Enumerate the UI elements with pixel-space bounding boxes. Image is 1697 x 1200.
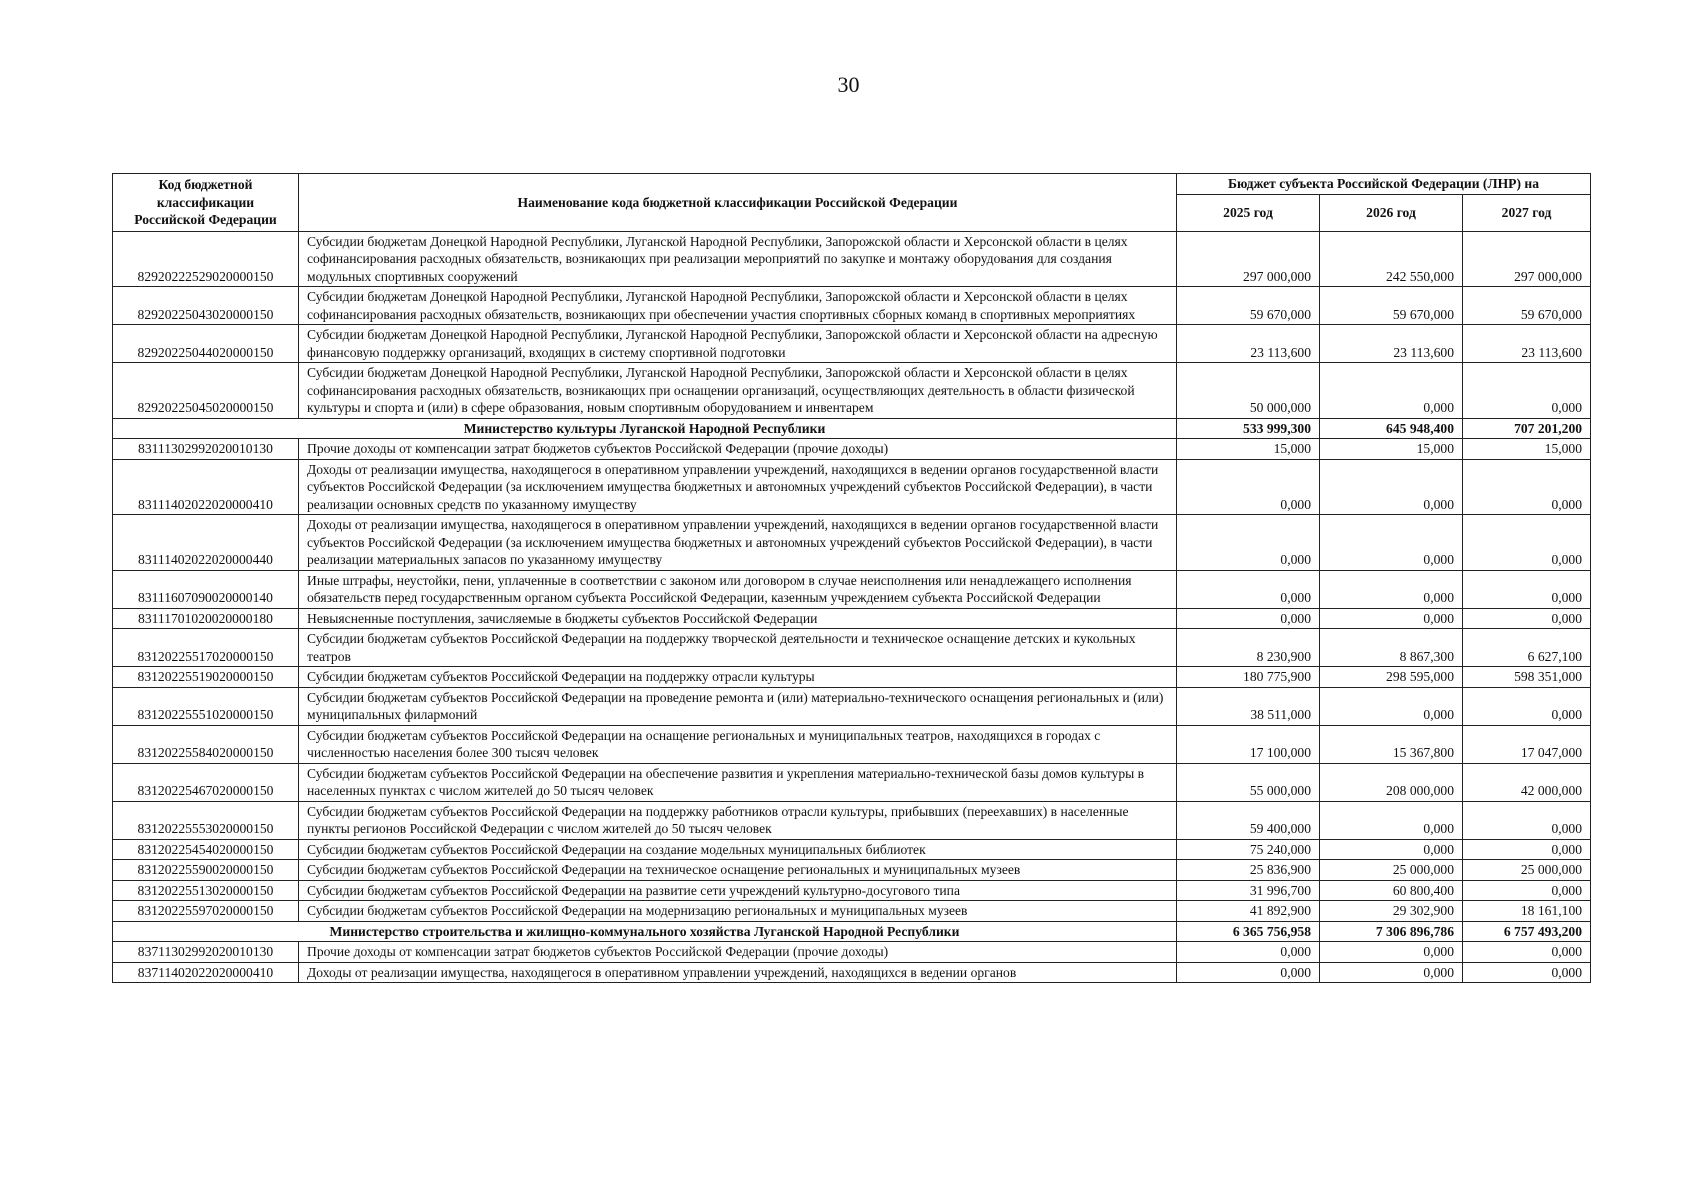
value-2027-cell: 0,000 xyxy=(1463,687,1591,725)
table-row xyxy=(113,901,1591,922)
code-name-cell: Субсидии бюджетам Донецкой Народной Республики, Луганской Народной Республики, Запорожской области и Херсонской области в целях софинансирования расходных обязательств, возникающих при оснащении организаций, осуществляющих деятельность в области физической культуры и спорта и (или) в сфере образования, новым спортивным оборудованием и инвентарем xyxy=(299,363,1177,419)
value-2027-cell: 6 627,100 xyxy=(1463,629,1591,667)
table-row xyxy=(113,763,1591,801)
value-2025-cell: 55 000,000 xyxy=(1177,763,1320,801)
table-row xyxy=(113,687,1591,725)
value-2025-cell: 6 365 756,958 xyxy=(1177,921,1320,942)
value-2025-cell: 50 000,000 xyxy=(1177,363,1320,419)
header-name: Наименование кода бюджетной классификации Российской Федерации xyxy=(299,174,1177,232)
value-2026-cell: 15 367,800 xyxy=(1320,725,1463,763)
table-row xyxy=(113,880,1591,901)
header-year-2025: 2025 год xyxy=(1177,194,1320,231)
budget-code-cell: 83111701020020000180 xyxy=(113,608,299,629)
value-2026-cell: 242 550,000 xyxy=(1320,231,1463,287)
budget-code-cell: 83120225513020000150 xyxy=(113,880,299,901)
value-2026-cell: 298 595,000 xyxy=(1320,667,1463,688)
ministry-name: Министерство строительства и жилищно-коммунального хозяйства Луганской Народной Республики xyxy=(113,921,1177,942)
code-name-cell: Прочие доходы от компенсации затрат бюджетов субъектов Российской Федерации (прочие доходы) xyxy=(299,439,1177,460)
value-2027-cell: 0,000 xyxy=(1463,880,1591,901)
table-row xyxy=(113,725,1591,763)
table-row xyxy=(113,962,1591,983)
budget-code-cell: 82920222529020000150 xyxy=(113,231,299,287)
table-row xyxy=(113,801,1591,839)
value-2025-cell: 180 775,900 xyxy=(1177,667,1320,688)
value-2027-cell: 0,000 xyxy=(1463,363,1591,419)
value-2027-cell: 0,000 xyxy=(1463,608,1591,629)
table-row xyxy=(113,231,1591,287)
value-2027-cell: 18 161,100 xyxy=(1463,901,1591,922)
code-name-cell: Субсидии бюджетам субъектов Российской Федерации на обеспечение развития и укрепления материально-технической базы домов культуры в населенных пунктах с числом жителей до 50 тысяч человек xyxy=(299,763,1177,801)
value-2026-cell: 59 670,000 xyxy=(1320,287,1463,325)
value-2026-cell: 0,000 xyxy=(1320,363,1463,419)
code-name-cell: Доходы от реализации имущества, находящегося в оперативном управлении учреждений, находящихся в ведении органов xyxy=(299,962,1177,983)
value-2025-cell: 59 400,000 xyxy=(1177,801,1320,839)
value-2026-cell: 29 302,900 xyxy=(1320,901,1463,922)
value-2026-cell: 60 800,400 xyxy=(1320,880,1463,901)
value-2026-cell: 0,000 xyxy=(1320,608,1463,629)
value-2027-cell: 297 000,000 xyxy=(1463,231,1591,287)
value-2027-cell: 0,000 xyxy=(1463,942,1591,963)
code-name-cell: Прочие доходы от компенсации затрат бюджетов субъектов Российской Федерации (прочие доходы) xyxy=(299,942,1177,963)
budget-code-cell: 82920225044020000150 xyxy=(113,325,299,363)
table-row xyxy=(113,667,1591,688)
value-2025-cell: 0,000 xyxy=(1177,459,1320,515)
table-row xyxy=(113,608,1591,629)
code-name-cell: Субсидии бюджетам Донецкой Народной Республики, Луганской Народной Республики, Запорожской области и Херсонской области в целях софинансирования расходных обязательств, возникающих при реализации мероприятий по закупке и монтажу оборудования для создания модульных спортивных сооружений xyxy=(299,231,1177,287)
budget-code-cell: 83120225584020000150 xyxy=(113,725,299,763)
table-row xyxy=(113,459,1591,515)
table-row xyxy=(113,325,1591,363)
value-2027-cell: 0,000 xyxy=(1463,962,1591,983)
value-2027-cell: 17 047,000 xyxy=(1463,725,1591,763)
code-name-cell: Доходы от реализации имущества, находящегося в оперативном управлении учреждений, находящихся в ведении органов государственной власти субъектов Российской Федерации (за исключением имущества бюджетных и автономных учреждений субъектов Российской Федерации), в части реализации основных средств по указанному имуществу xyxy=(299,459,1177,515)
code-name-cell: Доходы от реализации имущества, находящегося в оперативном управлении учреждений, находящихся в ведении органов государственной власти субъектов Российской Федерации (за исключением имущества бюджетных и автономных учреждений субъектов Российской Федерации), в части реализации материальных запасов по указанному имуществу xyxy=(299,515,1177,571)
budget-code-cell: 83120225519020000150 xyxy=(113,667,299,688)
table-row xyxy=(113,287,1591,325)
value-2027-cell: 707 201,200 xyxy=(1463,418,1591,439)
table-row xyxy=(113,515,1591,571)
budget-code-cell: 83111402022020000410 xyxy=(113,459,299,515)
header-year-2027: 2027 год xyxy=(1463,194,1591,231)
value-2027-cell: 42 000,000 xyxy=(1463,763,1591,801)
budget-code-cell: 83711402022020000410 xyxy=(113,962,299,983)
value-2025-cell: 0,000 xyxy=(1177,570,1320,608)
value-2026-cell: 23 113,600 xyxy=(1320,325,1463,363)
budget-code-cell: 83111402022020000440 xyxy=(113,515,299,571)
table-row xyxy=(113,942,1591,963)
value-2026-cell: 25 000,000 xyxy=(1320,860,1463,881)
value-2027-cell: 23 113,600 xyxy=(1463,325,1591,363)
value-2026-cell: 0,000 xyxy=(1320,962,1463,983)
budget-code-cell: 82920225043020000150 xyxy=(113,287,299,325)
value-2027-cell: 6 757 493,200 xyxy=(1463,921,1591,942)
table-row xyxy=(113,570,1591,608)
header-year-2026: 2026 год xyxy=(1320,194,1463,231)
value-2025-cell: 25 836,900 xyxy=(1177,860,1320,881)
value-2026-cell: 8 867,300 xyxy=(1320,629,1463,667)
value-2026-cell: 0,000 xyxy=(1320,839,1463,860)
table-body xyxy=(113,231,1591,983)
value-2025-cell: 17 100,000 xyxy=(1177,725,1320,763)
value-2027-cell: 15,000 xyxy=(1463,439,1591,460)
code-name-cell: Субсидии бюджетам субъектов Российской Федерации на модернизацию региональных и муниципальных музеев xyxy=(299,901,1177,922)
value-2025-cell: 59 670,000 xyxy=(1177,287,1320,325)
budget-code-cell: 83120225454020000150 xyxy=(113,839,299,860)
budget-code-cell: 83111607090020000140 xyxy=(113,570,299,608)
value-2025-cell: 15,000 xyxy=(1177,439,1320,460)
code-name-cell: Субсидии бюджетам субъектов Российской Федерации на оснащение региональных и муниципальных театров, находящихся в городах с численностью населения более 300 тысяч человек xyxy=(299,725,1177,763)
code-name-cell: Субсидии бюджетам субъектов Российской Федерации на развитие сети учреждений культурно-досугового типа xyxy=(299,880,1177,901)
value-2025-cell: 38 511,000 xyxy=(1177,687,1320,725)
ministry-row xyxy=(113,921,1591,942)
table-row xyxy=(113,629,1591,667)
value-2025-cell: 0,000 xyxy=(1177,608,1320,629)
code-name-cell: Субсидии бюджетам субъектов Российской Федерации на техническое оснащение региональных и муниципальных музеев xyxy=(299,860,1177,881)
value-2026-cell: 0,000 xyxy=(1320,687,1463,725)
code-name-cell: Субсидии бюджетам субъектов Российской Федерации на проведение ремонта и (или) материально-технического оснащения региональных и (или) муниципальных филармоний xyxy=(299,687,1177,725)
value-2025-cell: 533 999,300 xyxy=(1177,418,1320,439)
ministry-name: Министерство культуры Луганской Народной Республики xyxy=(113,418,1177,439)
table-row xyxy=(113,860,1591,881)
value-2025-cell: 0,000 xyxy=(1177,515,1320,571)
budget-code-cell: 83120225517020000150 xyxy=(113,629,299,667)
value-2025-cell: 41 892,900 xyxy=(1177,901,1320,922)
value-2026-cell: 645 948,400 xyxy=(1320,418,1463,439)
value-2026-cell: 7 306 896,786 xyxy=(1320,921,1463,942)
code-name-cell: Субсидии бюджетам субъектов Российской Федерации на поддержку отрасли культуры xyxy=(299,667,1177,688)
budget-code-cell: 83120225553020000150 xyxy=(113,801,299,839)
value-2027-cell: 598 351,000 xyxy=(1463,667,1591,688)
value-2026-cell: 0,000 xyxy=(1320,942,1463,963)
code-name-cell: Субсидии бюджетам Донецкой Народной Республики, Луганской Народной Республики, Запорожской области и Херсонской области на адресную финансовую поддержку организаций, входящих в систему спортивной подготовки xyxy=(299,325,1177,363)
value-2027-cell: 25 000,000 xyxy=(1463,860,1591,881)
value-2025-cell: 31 996,700 xyxy=(1177,880,1320,901)
budget-code-cell: 83120225590020000150 xyxy=(113,860,299,881)
budget-table xyxy=(112,173,1591,983)
ministry-row xyxy=(113,418,1591,439)
table-row xyxy=(113,363,1591,419)
table-row xyxy=(113,839,1591,860)
value-2026-cell: 15,000 xyxy=(1320,439,1463,460)
value-2027-cell: 0,000 xyxy=(1463,515,1591,571)
value-2026-cell: 0,000 xyxy=(1320,515,1463,571)
value-2025-cell: 297 000,000 xyxy=(1177,231,1320,287)
page-number: 30 xyxy=(837,72,860,97)
value-2025-cell: 0,000 xyxy=(1177,962,1320,983)
value-2026-cell: 0,000 xyxy=(1320,570,1463,608)
code-name-cell: Субсидии бюджетам субъектов Российской Федерации на создание модельных муниципальных библиотек xyxy=(299,839,1177,860)
value-2025-cell: 23 113,600 xyxy=(1177,325,1320,363)
budget-code-cell: 83711302992020010130 xyxy=(113,942,299,963)
value-2026-cell: 0,000 xyxy=(1320,459,1463,515)
header-row xyxy=(113,174,1591,195)
header-budget-group: Бюджет субъекта Российской Федерации (ЛНР) на xyxy=(1177,174,1591,195)
value-2027-cell: 0,000 xyxy=(1463,570,1591,608)
code-name-cell: Невыясненные поступления, зачисляемые в бюджеты субъектов Российской Федерации xyxy=(299,608,1177,629)
budget-code-cell: 83120225551020000150 xyxy=(113,687,299,725)
value-2025-cell: 75 240,000 xyxy=(1177,839,1320,860)
code-name-cell: Иные штрафы, неустойки, пени, уплаченные в соответствии с законом или договором в случае неисполнения или ненадлежащего исполнения обязательств перед государственным органом субъекта Российской Федерации, казенным учреждением субъекта Российской Федерации xyxy=(299,570,1177,608)
code-name-cell: Субсидии бюджетам Донецкой Народной Республики, Луганской Народной Республики, Запорожской области и Херсонской области в целях софинансирования расходных обязательств, возникающих при обеспечении участия спортивных сборных команд в спортивных мероприятиях xyxy=(299,287,1177,325)
value-2025-cell: 0,000 xyxy=(1177,942,1320,963)
budget-code-cell: 82920225045020000150 xyxy=(113,363,299,419)
code-name-cell: Субсидии бюджетам субъектов Российской Федерации на поддержку творческой деятельности и техническое оснащение детских и кукольных театров xyxy=(299,629,1177,667)
value-2027-cell: 59 670,000 xyxy=(1463,287,1591,325)
code-name-cell: Субсидии бюджетам субъектов Российской Федерации на поддержку работников отрасли культуры, прибывших (переехавших) в населенные пункты регионов Российской Федерации с числом жителей до 50 тысяч человек xyxy=(299,801,1177,839)
budget-code-cell: 83120225597020000150 xyxy=(113,901,299,922)
budget-code-cell: 83120225467020000150 xyxy=(113,763,299,801)
value-2026-cell: 0,000 xyxy=(1320,801,1463,839)
table-row xyxy=(113,439,1591,460)
value-2027-cell: 0,000 xyxy=(1463,801,1591,839)
header-code: Код бюджетной классификации Российской Федерации xyxy=(113,174,299,232)
value-2027-cell: 0,000 xyxy=(1463,459,1591,515)
value-2026-cell: 208 000,000 xyxy=(1320,763,1463,801)
budget-code-cell: 83111302992020010130 xyxy=(113,439,299,460)
value-2027-cell: 0,000 xyxy=(1463,839,1591,860)
value-2025-cell: 8 230,900 xyxy=(1177,629,1320,667)
